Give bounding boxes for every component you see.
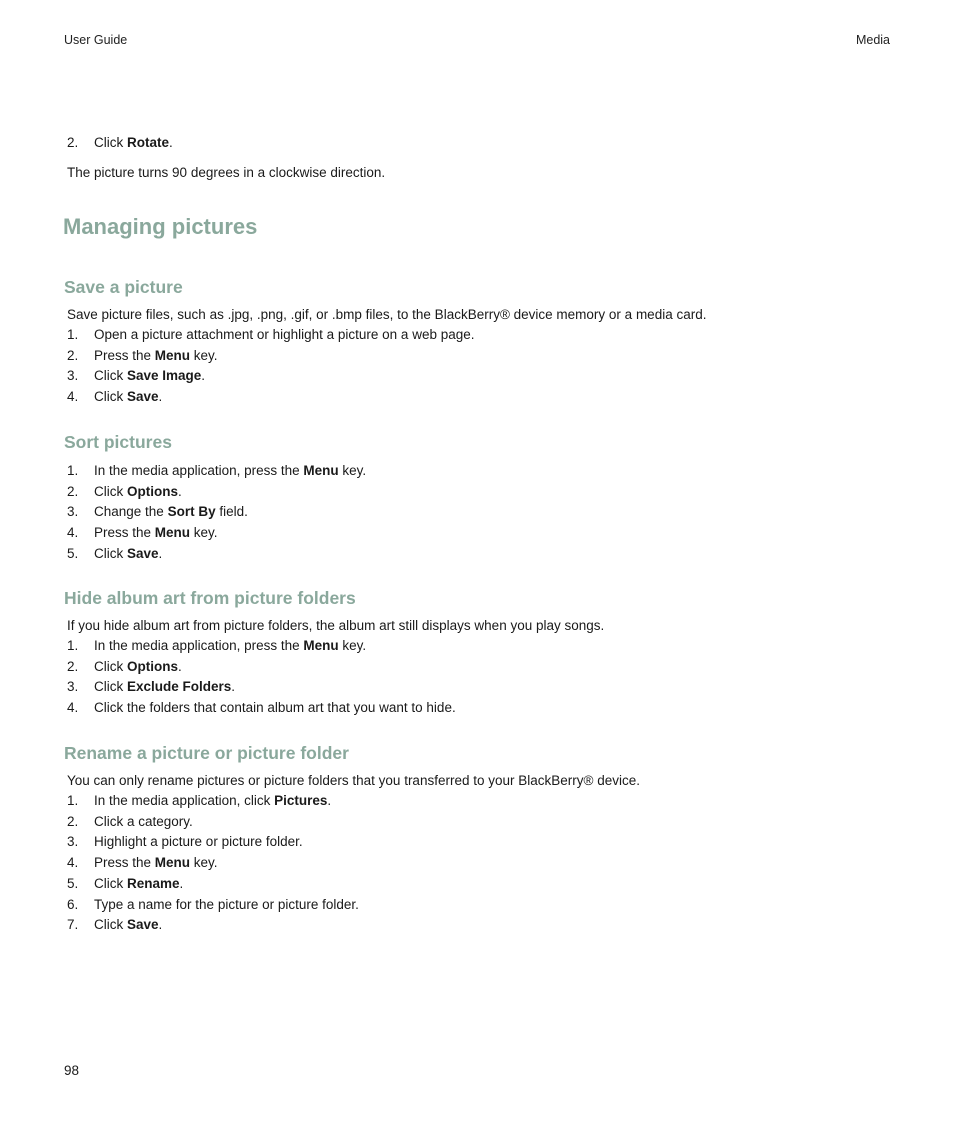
section-heading-sort-pictures: Sort pictures (64, 432, 172, 452)
step-number: 2. (67, 135, 79, 150)
list-item (67, 524, 887, 544)
list-item (67, 658, 887, 678)
step-number: 5. (67, 875, 79, 891)
step-text: Type a name for the picture or picture folder. (94, 896, 359, 912)
step-number: 2. (67, 658, 79, 674)
list-item (67, 854, 887, 874)
list-item (67, 699, 887, 719)
step-text: Click Options. (94, 658, 182, 674)
step-text: Click Rename. (94, 875, 184, 891)
list-item (67, 678, 887, 698)
step-text: Press the Menu key. (94, 855, 218, 871)
step-number: 3. (67, 504, 79, 520)
step-text: Click Save. (94, 917, 163, 933)
step-number: 2. (67, 483, 79, 499)
step-number: 4. (67, 389, 79, 405)
step-number: 1. (67, 793, 79, 808)
list-item (67, 134, 887, 154)
list-item (67, 483, 887, 503)
list-item (67, 637, 887, 657)
section-heading-rename-picture: Rename a picture or picture folder (64, 743, 349, 763)
step-number: 1. (67, 463, 79, 478)
result-text: The picture turns 90 degrees in a clockwise direction. (67, 165, 386, 180)
step-text: Open a picture attachment or highlight a picture on a web page. (94, 327, 475, 342)
step-number: 1. (67, 327, 79, 342)
step-text: Click Rotate. (94, 135, 173, 150)
step-number: 3. (67, 834, 79, 850)
section-description: Save picture files, such as .jpg, .png, .gif, or .bmp files, to the BlackBerry® device memory or a media card. (67, 307, 707, 322)
step-text: Change the Sort By field. (94, 504, 248, 520)
list-item (67, 813, 887, 833)
list-item (67, 462, 887, 482)
step-number: 4. (67, 855, 79, 871)
step-number: 1. (67, 638, 79, 653)
step-number: 5. (67, 545, 79, 561)
section-heading-save-picture: Save a picture (64, 277, 183, 297)
step-number: 7. (67, 917, 79, 933)
step-number: 4. (67, 700, 79, 716)
step-text: Press the Menu key. (94, 525, 218, 541)
list-item (67, 896, 887, 916)
list-item (67, 875, 887, 895)
page-number: 98 (64, 1063, 80, 1078)
step-text: In the media application, press the Menu key. (94, 638, 367, 653)
list-item (67, 347, 887, 367)
running-header-right: Media (855, 33, 890, 47)
step-text: Highlight a picture or picture folder. (94, 834, 303, 850)
step-text: Click Save. (94, 389, 163, 405)
list-item (67, 833, 887, 853)
step-number: 4. (67, 525, 79, 541)
step-text: Click Options. (94, 483, 182, 499)
step-number: 3. (67, 679, 79, 695)
step-text: Press the Menu key. (94, 347, 218, 363)
list-item (67, 503, 887, 523)
section-description: If you hide album art from picture folders, the album art still displays when you play songs. (67, 618, 605, 633)
list-item (67, 792, 887, 812)
step-text: Click Save. (94, 545, 163, 561)
section-heading-hide-album-art: Hide album art from picture folders (64, 588, 356, 608)
section-description: You can only rename pictures or picture folders that you transferred to your BlackBerry® device. (67, 773, 640, 788)
step-number: 3. (67, 368, 79, 384)
step-text: Click the folders that contain album art that you want to hide. (94, 700, 456, 716)
step-number: 2. (67, 813, 79, 829)
list-item (67, 916, 887, 936)
step-text: In the media application, click Pictures. (94, 793, 332, 808)
list-item (67, 326, 887, 346)
step-text: Click Save Image. (94, 368, 206, 384)
running-header-left: User Guide (64, 33, 128, 47)
step-number: 6. (67, 896, 79, 912)
list-item (67, 367, 887, 387)
step-text: Click Exclude Folders. (94, 679, 236, 695)
page-title: Managing pictures (63, 214, 258, 239)
step-text: Click a category. (94, 813, 193, 829)
list-item (67, 545, 887, 565)
list-item (67, 388, 887, 408)
step-number: 2. (67, 347, 79, 363)
step-text: In the media application, press the Menu key. (94, 463, 367, 478)
